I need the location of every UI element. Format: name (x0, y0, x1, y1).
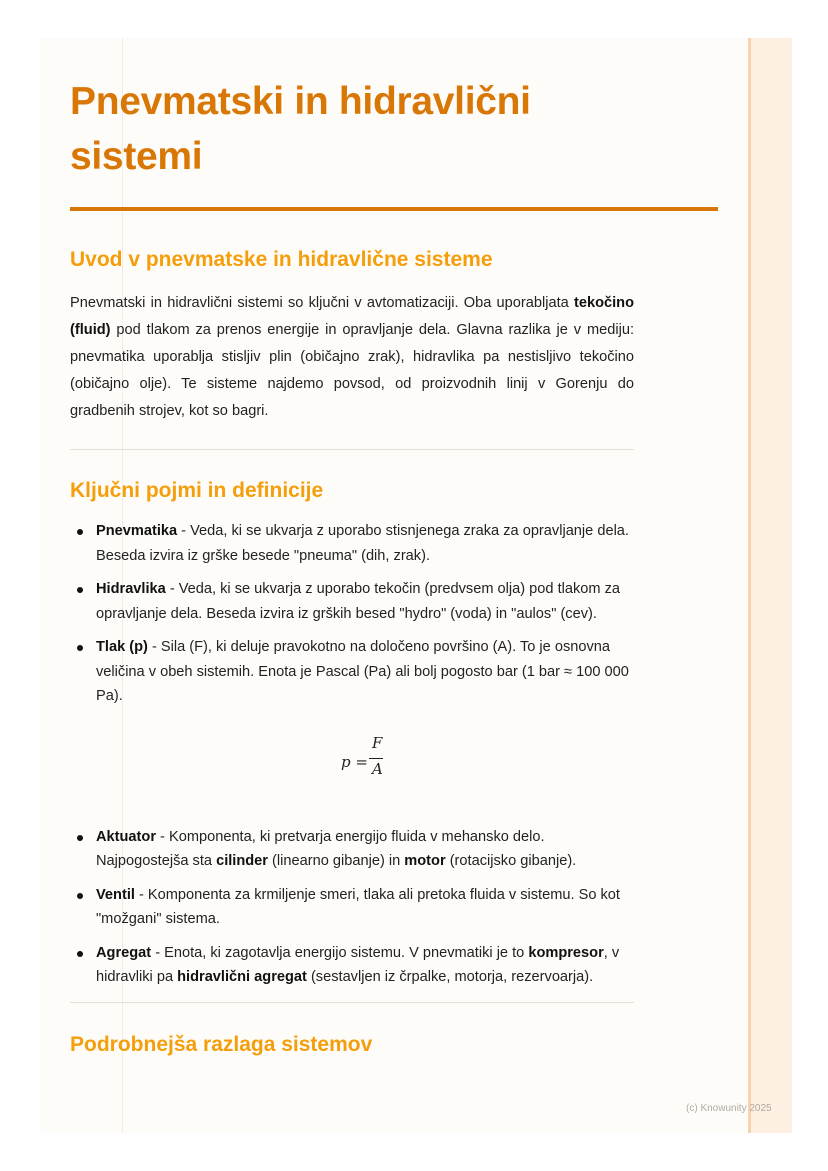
list-item: Pnevmatika - Veda, ki se ukvarja z uporabo stisnjenega zraka za opravljanje dela. Beseda izvira iz grške besede "pneuma" (dih, zrak). (70, 519, 634, 568)
definitions-list (70, 519, 634, 709)
bullet-icon (77, 951, 83, 957)
section-divider (70, 1002, 634, 1003)
bullet-icon (77, 529, 83, 535)
page-title: Pnevmatski in hidravlični sistemi (70, 80, 531, 178)
intro-paragraph: Pnevmatski in hidravlični sistemi so ključni v avtomatizaciji. Oba uporabljata tekočino (fluid) pod tlakom za prenos energije in opravljanje dela. Glavna razlika je v mediju: pnevmatika uporablja stisljiv plin (običajno zrak), hidravlika pa nestisljivo tekočino (običajno olje). Te sisteme najdemo povsod, od proizvodnih linij v Gorenju do gradbenih strojev, kot so bagri. (70, 295, 634, 419)
fraction-bar (369, 758, 383, 759)
section-heading-details: Podrobnejša razlaga sistemov (70, 1032, 373, 1056)
copyright-footer: (c) Knowunity 2025 (686, 1103, 772, 1114)
list-item: Agregat - Enota, ki zagotavlja energijo sistemu. V pnevmatiki je to kompresor, v hidravliki pa hidravlični agregat (sestavljen iz črpalke, motorja, rezervoarja). (70, 941, 634, 990)
list-item: Aktuator - Komponenta, ki pretvarja energijo fluida v mehansko delo. Najpogostejša sta cilinder (linearno gibanje) in motor (rotacijsko gibanje). (70, 825, 634, 874)
document-content (70, 74, 718, 1059)
definitions-list-continued (70, 825, 634, 990)
section-heading-intro: Uvod v pnevmatske in hidravlične sisteme (70, 248, 493, 271)
bullet-icon (77, 587, 83, 593)
formula-lhs: p = (341, 752, 368, 771)
bullet-icon (77, 893, 83, 899)
bullet-icon (77, 645, 83, 651)
bullet-icon (77, 835, 83, 841)
title-underline (70, 207, 718, 211)
side-strip-border (748, 38, 751, 1133)
list-item: Ventil - Komponenta za krmiljenje smeri, tlaka ali pretoka fluida v sistemu. So kot "možgani" sistema. (70, 883, 634, 932)
list-item: Hidravlika - Veda, ki se ukvarja z uporabo tekočin (predvsem olja) pod tlakom za opravljanje dela. Beseda izvira iz grških besed "hydro" (voda) in "aulos" (cev). (70, 577, 634, 626)
list-item: Tlak (p) - Sila (F), ki deluje pravokotno na določeno površino (A). To je osnovna veličina v obeh sistemih. Enota je Pascal (Pa) ali bolj pogosto bar (1 bar ≈ 100 000 Pa). (70, 635, 634, 709)
section-divider (70, 449, 634, 450)
formula-denominator: A (372, 759, 383, 778)
section-heading-definitions: Ključni pojmi in definicije (70, 479, 324, 502)
pressure-formula (70, 734, 634, 798)
formula-numerator: F (372, 733, 383, 752)
side-strip (748, 38, 792, 1133)
